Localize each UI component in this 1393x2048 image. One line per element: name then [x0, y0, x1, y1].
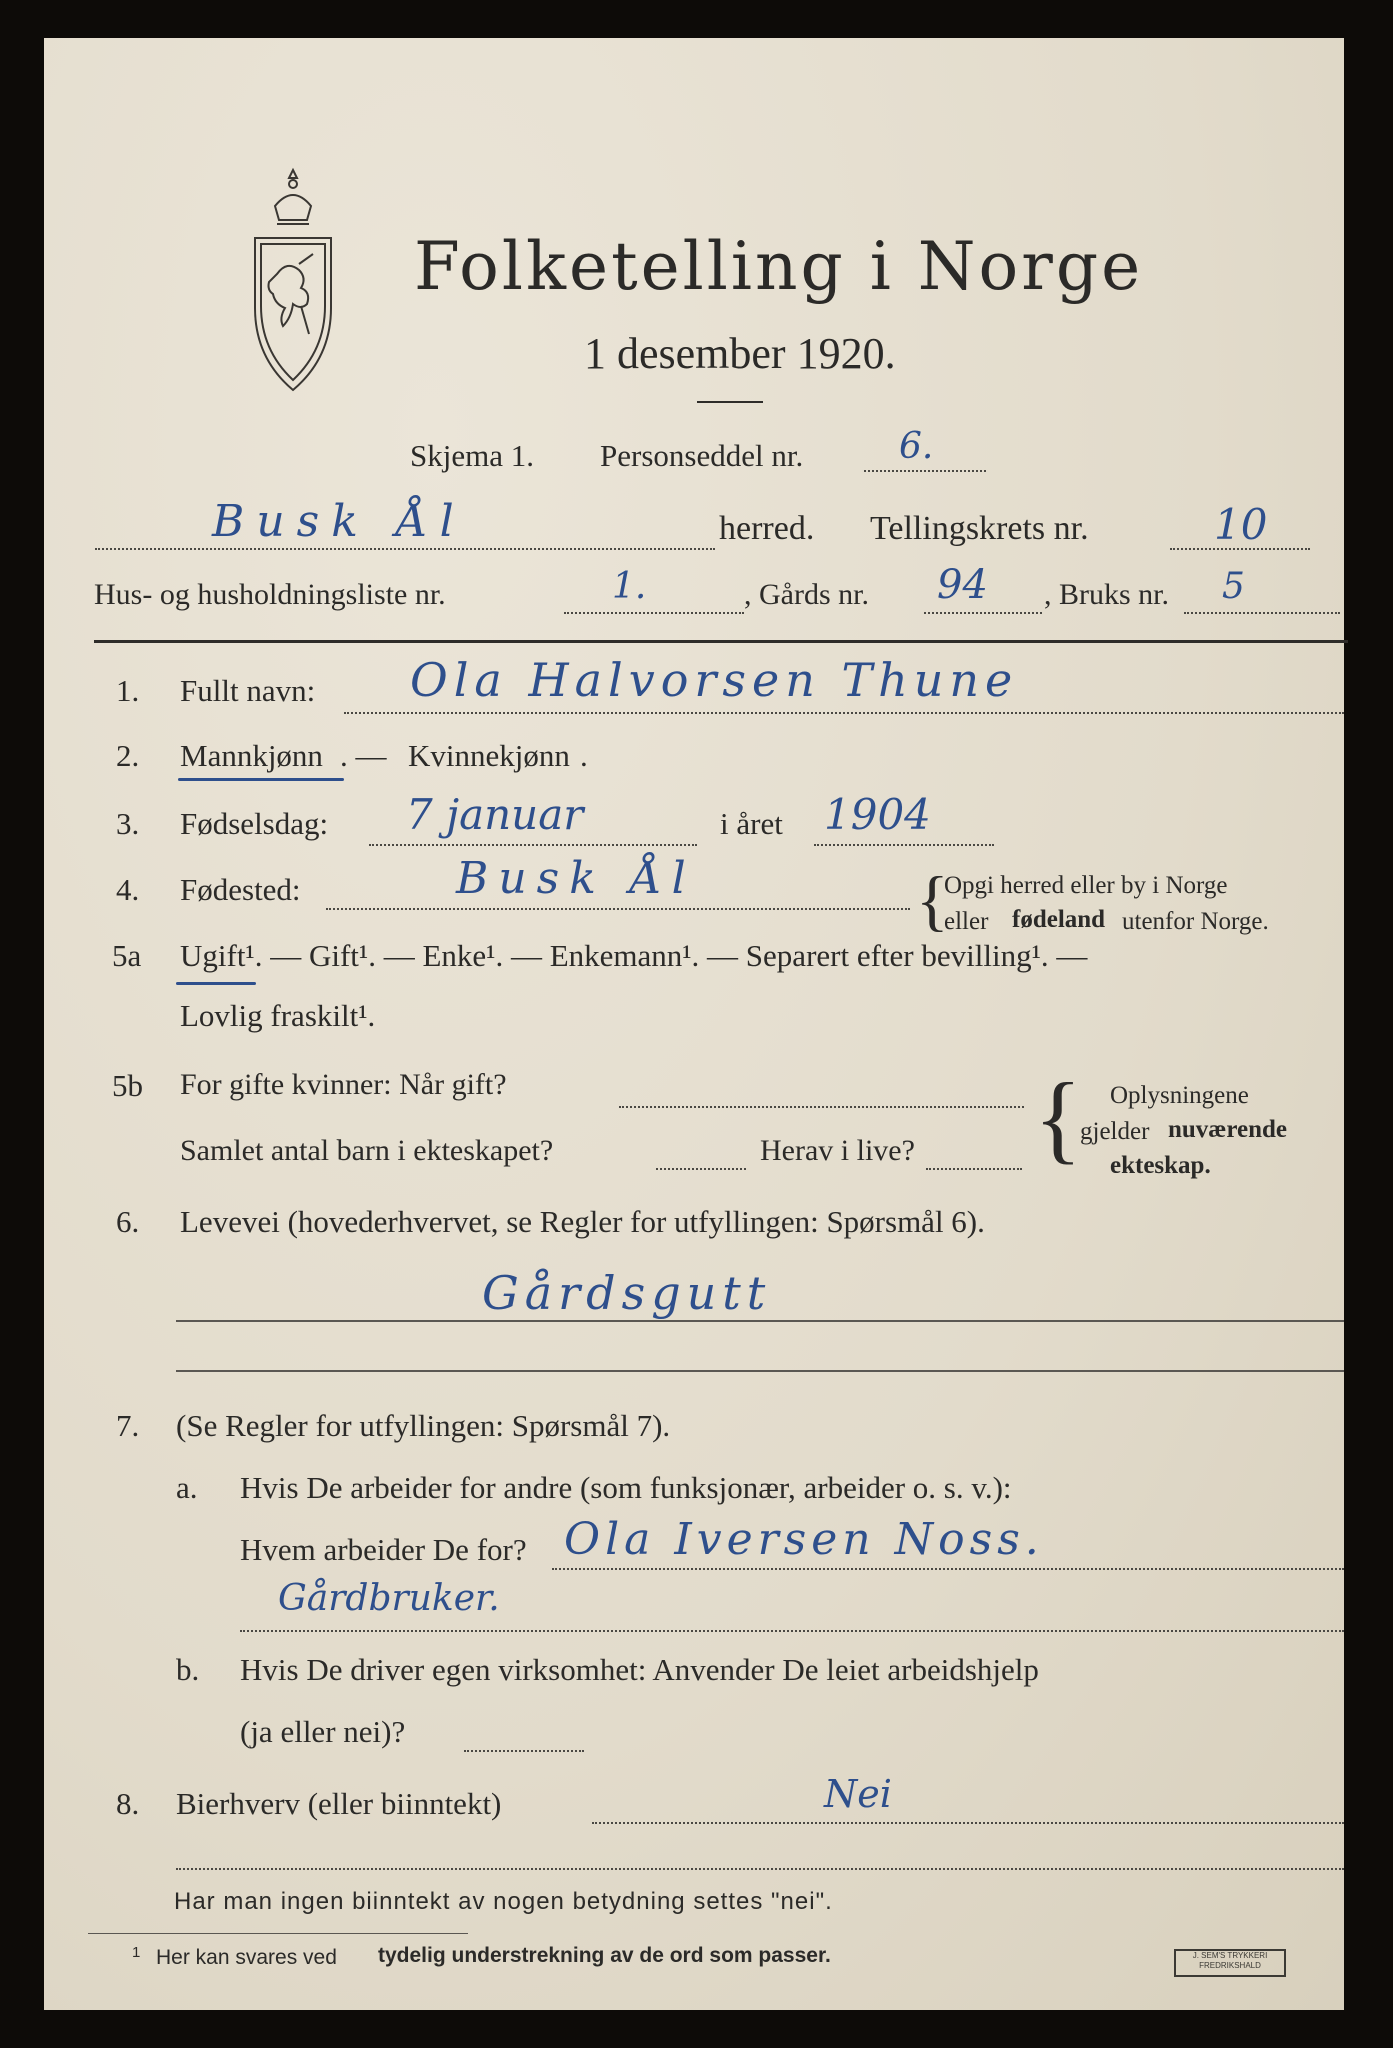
- gards-label: , Gårds nr.: [744, 578, 869, 611]
- tellingskrets-label: Tellingskrets nr.: [870, 510, 1089, 547]
- q7-number: 7.: [116, 1408, 140, 1443]
- q6-field-line2: [176, 1370, 1344, 1372]
- q7b-line2: (ja eller nei)?: [240, 1714, 406, 1749]
- q3-year-label: i året: [720, 806, 783, 841]
- q4-note-line2b: fødeland: [1012, 906, 1106, 933]
- q6-field-line1: [176, 1320, 1344, 1322]
- q2-end: .: [580, 738, 588, 773]
- personseddel-field: [864, 470, 986, 472]
- q1-label: Fullt navn:: [180, 673, 316, 708]
- q7-label: (Se Regler for utfyllingen: Spørsmål 7).: [176, 1408, 671, 1443]
- q5b-line1: For gifte kvinner: Når gift?: [180, 1068, 507, 1101]
- q7b-letter: b.: [176, 1652, 200, 1687]
- q7a-line1: Hvis De arbeider for andre (som funksjonær, arbeider o. s. v.):: [240, 1470, 1012, 1505]
- q4-birthplace: Busk Ål: [456, 853, 696, 904]
- q4-number: 4.: [116, 872, 140, 907]
- q5a-number: 5a: [112, 938, 142, 973]
- census-date: 1 desember 1920.: [584, 329, 896, 378]
- q1-number: 1.: [116, 673, 140, 708]
- q5b-alive-field: [926, 1168, 1022, 1170]
- q2-female-option: Kvinnekjønn: [408, 738, 570, 773]
- footnote-text-a: Her kan svares ved: [156, 1946, 337, 1969]
- q7a-employer-occupation: Gårdbruker.: [278, 1578, 500, 1619]
- q4-note-line1: Opgi herred eller by i Norge: [944, 872, 1228, 899]
- q8-label: Bierhverv (eller biinntekt): [176, 1786, 502, 1821]
- q5b-alive-label: Herav i live?: [760, 1134, 915, 1167]
- q2-number: 2.: [116, 738, 140, 773]
- q2-male-underline: [178, 778, 344, 781]
- hus-value: 1.: [612, 566, 647, 607]
- hus-label: Hus- og husholdningsliste nr.: [94, 578, 446, 611]
- q4-field: [326, 908, 910, 910]
- q7a-line2: Hvem arbeider De for?: [240, 1532, 527, 1567]
- title-divider: [697, 401, 763, 403]
- q3-birth-year: 1904: [824, 790, 931, 839]
- q5b-note-line3: ekteskap.: [1110, 1152, 1211, 1179]
- gards-field: [924, 612, 1042, 614]
- q7a-employer: Ola Iversen Noss.: [564, 1514, 1044, 1565]
- herred-label: herred.: [719, 510, 815, 547]
- q4-brace: {: [916, 862, 949, 938]
- gards-value: 94: [937, 562, 988, 608]
- form-title: Folketelling i Norge: [414, 228, 1144, 305]
- q1-full-name: Ola Halvorsen Thune: [410, 653, 1019, 707]
- q5b-children-label: Samlet antal barn i ekteskapet?: [180, 1134, 554, 1167]
- footnote-divider: [88, 1933, 468, 1934]
- q5a-ugift-underline: [176, 982, 256, 985]
- q5b-married-field: [619, 1106, 1024, 1108]
- hus-field: [564, 612, 744, 614]
- q5b-brace: {: [1034, 1062, 1082, 1173]
- q4-note-line2c: utenfor Norge.: [1122, 908, 1269, 935]
- q2-separator: . —: [340, 738, 387, 773]
- q4-label: Fødested:: [180, 872, 301, 907]
- q5a-marital-options: Ugift¹. — Gift¹. — Enke¹. — Enkemann¹. — Separert efter bevilling¹. —: [180, 938, 1088, 973]
- q8-side-income: Nei: [824, 1772, 892, 1816]
- bruks-field: [1184, 612, 1340, 614]
- census-form-page: [44, 38, 1344, 2010]
- q8-field: [592, 1822, 1344, 1824]
- q5b-number: 5b: [112, 1068, 143, 1103]
- q3-number: 3.: [116, 806, 140, 841]
- footnote-text-b: tydelig understrekning av de ord som passer.: [378, 1944, 831, 1967]
- tellingskrets-field: [1170, 548, 1310, 550]
- printer-stamp: [1174, 1949, 1286, 1977]
- printer-stamp-line1: J. SEM'S TRYKKERI: [1192, 1951, 1268, 1960]
- q7b-field: [464, 1750, 584, 1752]
- q5b-note-line2a: gjelder: [1080, 1118, 1150, 1145]
- printer-stamp-line2: FREDRIKSHALD: [1199, 1961, 1261, 1970]
- q5b-children-field: [656, 1168, 746, 1170]
- footnote-number: 1: [132, 1944, 141, 1961]
- q1-field: [344, 712, 1344, 714]
- q8-number: 8.: [116, 1786, 140, 1821]
- q3-label: Fødselsdag:: [180, 806, 329, 841]
- q3-date-field: [369, 844, 697, 846]
- personseddel-value: 6.: [899, 426, 934, 467]
- header-divider: [94, 640, 1348, 643]
- q6-label: Levevei (hovederhvervet, se Regler for utfyllingen: Spørsmål 6).: [180, 1204, 985, 1239]
- q5b-note-line1: Oplysningene: [1110, 1082, 1249, 1109]
- herred-value: Busk Ål: [212, 496, 466, 547]
- q5b-note-line2b: nuværende: [1168, 1116, 1288, 1143]
- footer-note: Har man ingen biinntekt av nogen betydning settes "nei".: [174, 1888, 833, 1915]
- q3-year-field: [814, 844, 994, 846]
- bruks-label: , Bruks nr.: [1044, 578, 1170, 611]
- q7b-line1: Hvis De driver egen virksomhet: Anvender De leiet arbeidshjelp: [240, 1652, 1039, 1687]
- skjema-label: Skjema 1.: [410, 438, 534, 473]
- q6-occupation: Gårdsgutt: [482, 1266, 772, 1320]
- herred-field: [95, 548, 715, 550]
- tellingskrets-value: 10: [1214, 500, 1268, 549]
- q3-birth-date: 7 januar: [406, 790, 584, 839]
- q8-field-line2: [176, 1868, 1344, 1870]
- q2-male-option: Mannkjønn: [180, 738, 323, 773]
- q6-number: 6.: [116, 1204, 140, 1239]
- q7a-employer-field: [552, 1568, 1344, 1570]
- personseddel-label: Personseddel nr.: [600, 438, 804, 473]
- q5a-line2: Lovlig fraskilt¹.: [180, 998, 376, 1033]
- q7a-letter: a.: [176, 1470, 198, 1505]
- bruks-value: 5: [1222, 566, 1245, 607]
- q7a-field-line2: [240, 1630, 1344, 1632]
- norwegian-coat-of-arms-icon: [247, 166, 339, 396]
- q4-note-line2a: eller: [944, 908, 989, 935]
